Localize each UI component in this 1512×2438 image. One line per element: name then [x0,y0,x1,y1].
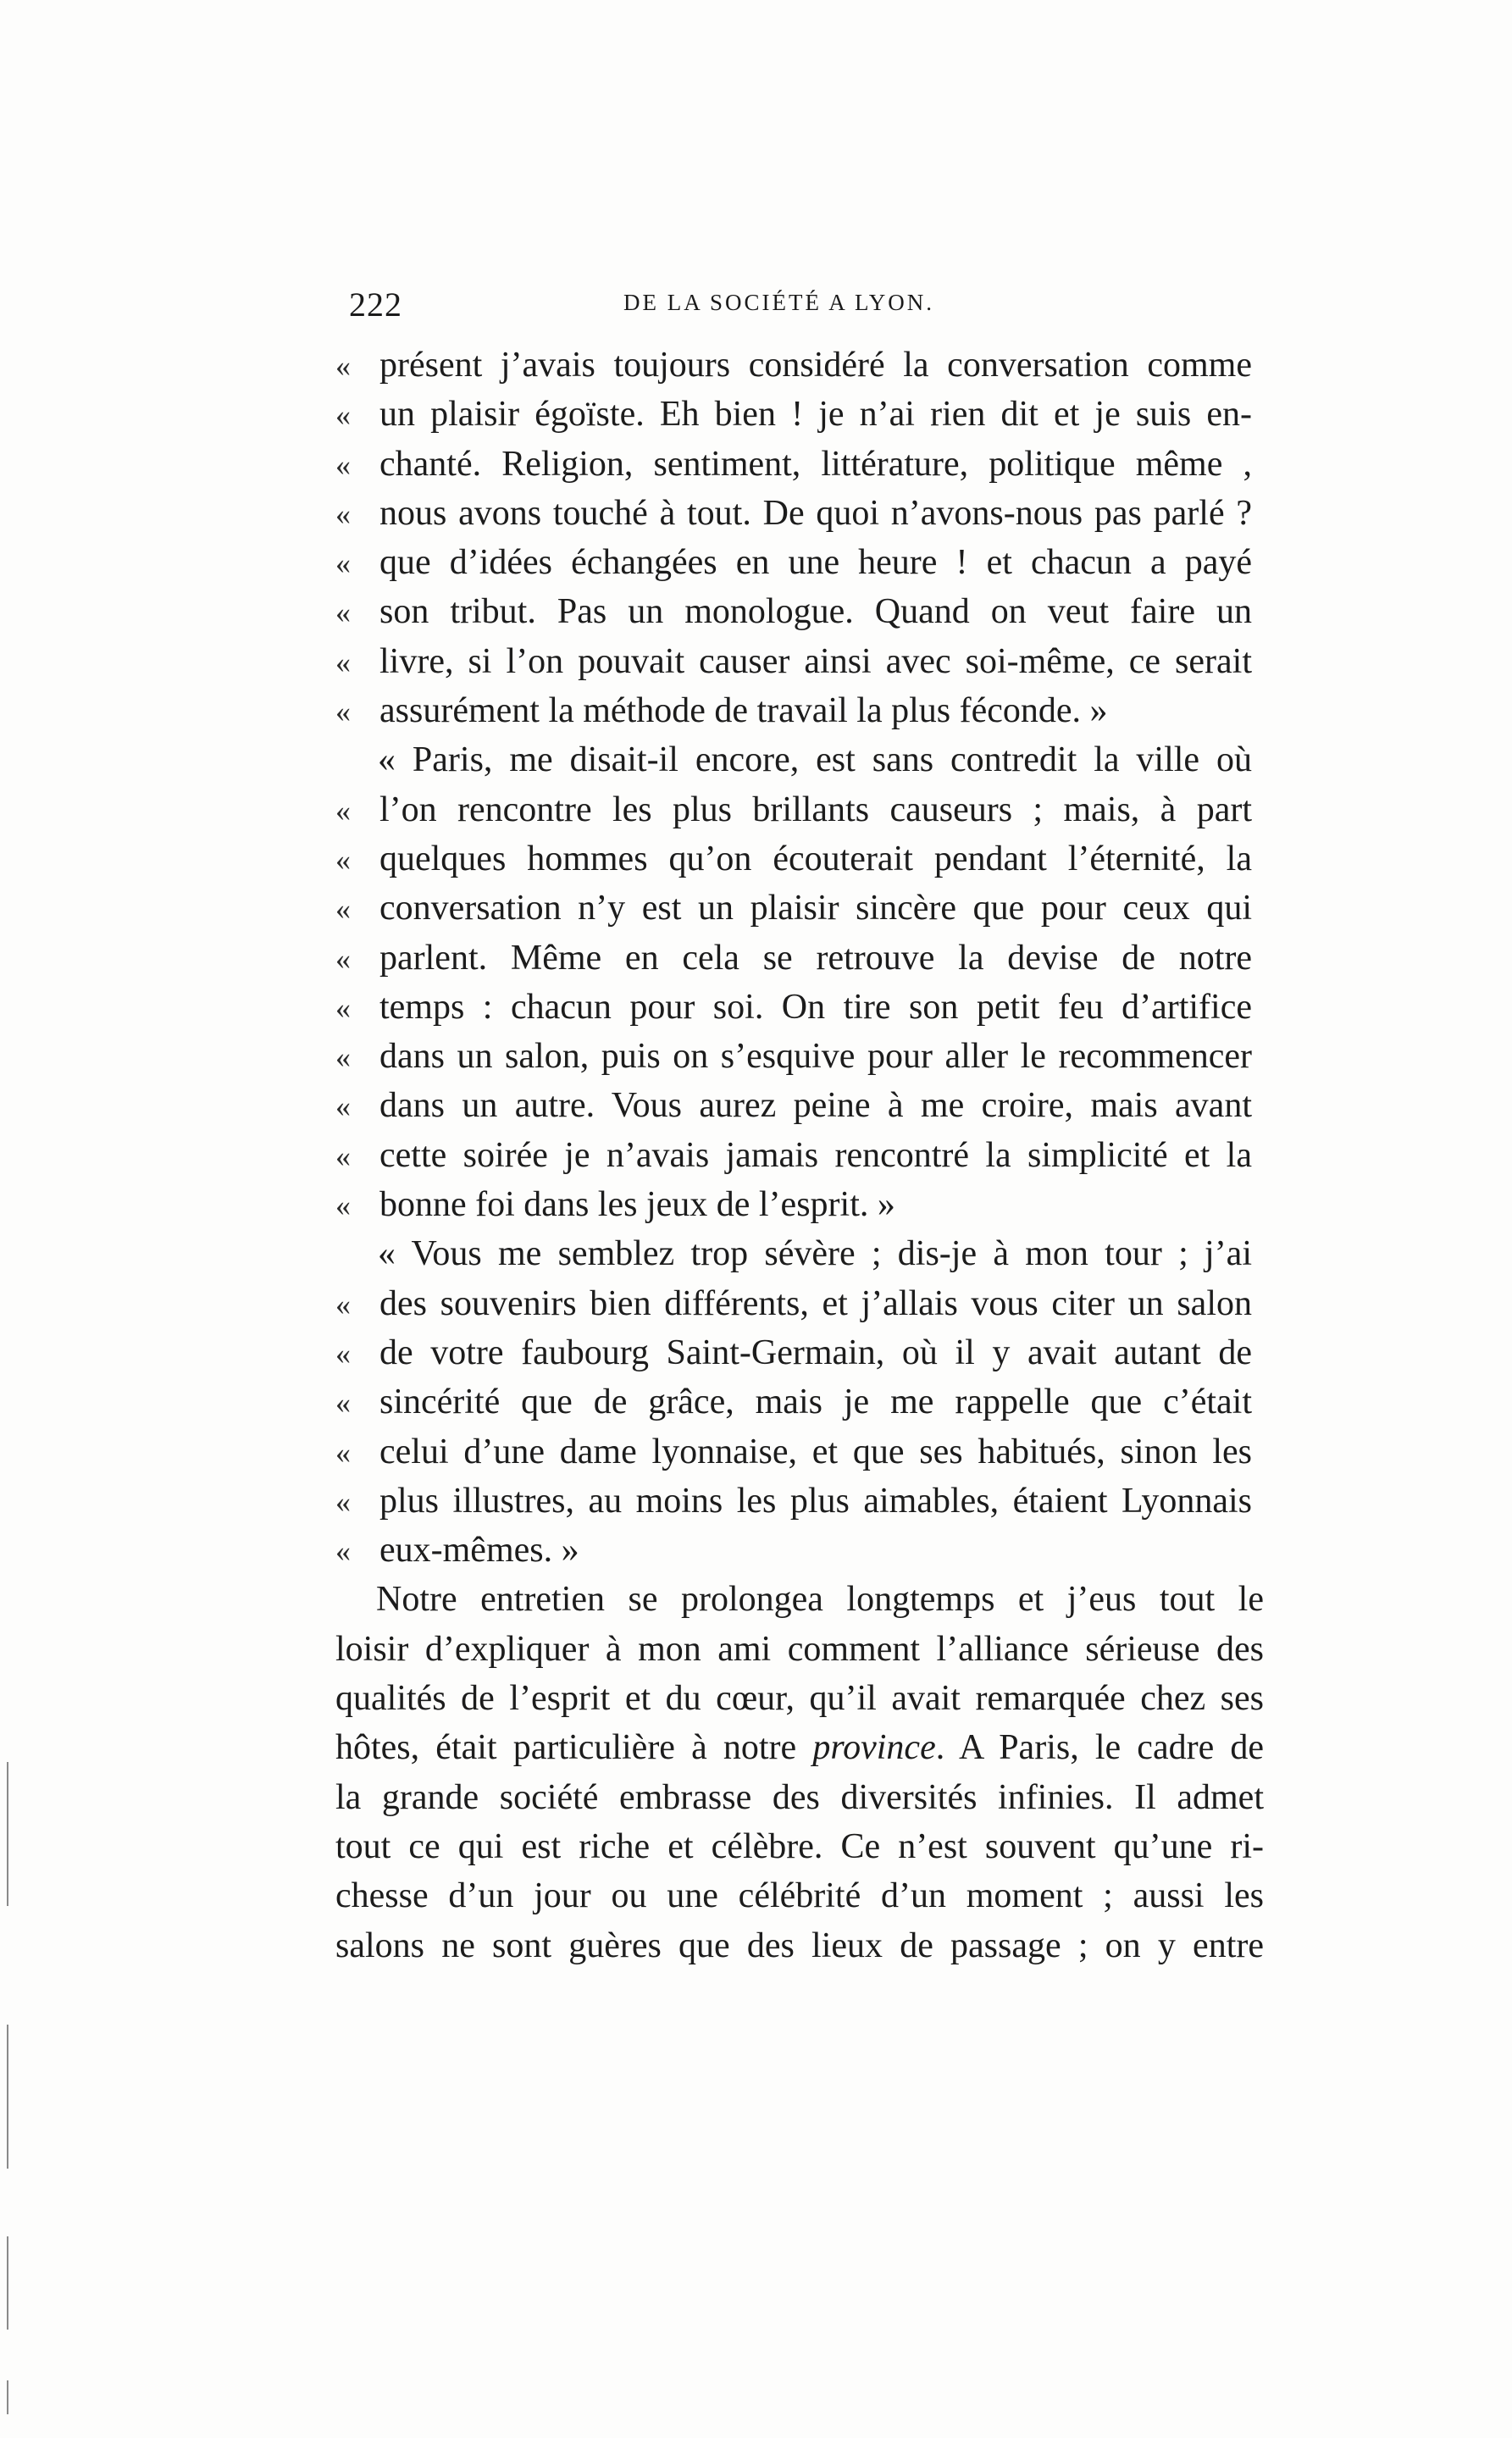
text-line [335,341,1267,390]
guillemet-mark: « [335,496,351,531]
text-line [335,1229,1267,1278]
guillemet-mark: « [335,892,351,927]
line-text: des souvenirs bien différents, et j’allais vous citer un salon [379,1283,1252,1323]
line-text: eux-mêmes. » [379,1531,579,1571]
guillemet-mark: « [335,1189,351,1223]
text-line [335,983,1267,1032]
text-line [335,1032,1267,1081]
line-text: chesse d’un jour ou une célébrité d’un moment ; aussi les [335,1876,1264,1916]
line-text: plus illustres, au moins les plus aimables, étaient Lyonnais [379,1481,1252,1521]
guillemet-mark: « [335,596,351,630]
line-text: son tribut. Pas un monologue. Quand on veut faire un [379,592,1252,632]
line-text: l’on rencontre les plus brillants causeurs ; mais, à part [379,790,1252,829]
line-text: dans un salon, puis on s’esquive pour aller le recommencer [379,1037,1252,1077]
line-text: « Paris, me disait-il encore, est sans contredit la ville où [378,740,1252,780]
guillemet-mark: « [335,398,351,433]
text-line [335,1871,1267,1920]
line-text: la grande société embrasse des diversités infinies. Il admet [335,1777,1264,1817]
page-number: 222 [349,285,402,324]
guillemet-mark: « [335,349,351,383]
line-text: temps : chacun pour soi. On tire son petit feu d’artifice [379,987,1252,1027]
guillemet-mark: « [335,941,351,976]
page-header [349,285,1264,335]
line-text: cette soirée je n’avais jamais rencontré la simplicité et la [379,1135,1252,1175]
guillemet-mark: « [335,1336,351,1371]
running-title: DE LA SOCIÉTÉ A LYON. [623,290,935,315]
line-text: bonne foi dans les jeux de l’esprit. » [379,1185,895,1225]
italic-word: province [812,1728,936,1768]
body-text [335,341,1267,1970]
scan-margin-mark [7,2025,8,2169]
scan-margin-mark [7,2236,8,2330]
guillemet-mark: « [335,695,351,729]
text-line [335,1477,1267,1526]
guillemet-mark: « [335,842,351,877]
guillemet-mark: « [335,1435,351,1470]
guillemet-mark: « [335,793,351,828]
scan-margin-mark [7,1762,8,1906]
text-line [335,637,1267,686]
text-line [335,489,1267,538]
line-text: loisir d’expliquer à mon ami comment l’alliance sérieuse des [335,1629,1264,1669]
guillemet-mark: « [335,1139,351,1173]
guillemet-mark: « [335,1287,351,1322]
text-line [335,735,1267,784]
text-line [335,440,1267,489]
line-text: chanté. Religion, sentiment, littérature, politique même , [379,444,1252,484]
line-text: assurément la méthode de travail la plus féconde. » [379,691,1108,731]
line-text: qualités de l’esprit et du cœur, qu’il avait remarquée chez ses [335,1679,1264,1719]
text-line [335,1131,1267,1180]
line-text: conversation n’y est un plaisir sincère que pour ceux qui [379,889,1252,928]
text-line [335,1328,1267,1377]
text-line [335,390,1267,439]
text-line [335,1377,1267,1427]
line-text: de votre faubourg Saint-Germain, où il y avait autant de [379,1333,1252,1372]
line-text-part: . A Paris, le cadre de [935,1728,1264,1768]
text-line [335,785,1267,834]
scan-margin-mark [7,2380,8,2414]
line-text: Notre entretien se prolongea longtemps et j’eus tout le [376,1580,1264,1620]
line-text: quelques hommes qu’on écouterait pendant l’éternité, la [379,839,1252,878]
guillemet-mark: « [335,1484,351,1519]
text-line [335,934,1267,983]
line-text: celui d’une dame lyonnaise, et que ses habitués, sinon les [379,1432,1252,1471]
text-line [335,587,1267,636]
guillemet-mark: « [335,645,351,679]
guillemet-mark: « [335,990,351,1025]
text-line [335,834,1267,884]
line-text: « Vous me semblez trop sévère ; dis-je à mon tour ; j’ai [378,1234,1252,1274]
line-text: tout ce qui est riche et célèbre. Ce n’est souvent qu’une ri- [335,1826,1264,1866]
text-line [335,1081,1267,1130]
text-line [335,538,1267,587]
line-text: sincérité que de grâce, mais je me rappelle que c’était [379,1382,1252,1422]
line-text: présent j’avais toujours considéré la conversation comme [379,346,1252,385]
text-line [335,1427,1267,1477]
text-line [335,686,1267,735]
text-line [335,1822,1267,1871]
line-text: nous avons touché à tout. De quoi n’avons-nous pas parlé ? [379,493,1252,533]
guillemet-mark: « [335,1089,351,1124]
text-line [335,1575,1267,1624]
text-line [335,1526,1267,1575]
guillemet-mark: « [335,1386,351,1421]
line-text: parlent. Même en cela se retrouve la devise de notre [379,938,1252,978]
text-line [335,1625,1267,1674]
line-text: salons ne sont guères que des lieux de passage ; on y entre [335,1925,1264,1965]
text-line [335,1279,1267,1328]
guillemet-mark: « [335,546,351,581]
line-text: un plaisir égoïste. Eh bien ! je n’ai rien dit et je suis en- [379,395,1252,435]
text-line [335,1773,1267,1822]
line-text: que d’idées échangées en une heure ! et chacun a payé [379,543,1252,583]
line-text [335,1723,1264,1772]
line-text-part: hôtes, était particulière à notre [335,1728,813,1768]
guillemet-mark: « [335,1534,351,1569]
guillemet-mark: « [335,1040,351,1075]
text-line [335,884,1267,933]
text-line [335,1723,1267,1772]
text-line [335,1674,1267,1723]
text-line [335,1921,1267,1970]
line-text: livre, si l’on pouvait causer ainsi avec soi-même, ce serait [379,641,1252,681]
text-line [335,1180,1267,1229]
line-text: dans un autre. Vous aurez peine à me croire, mais avant [379,1086,1252,1126]
guillemet-mark: « [335,447,351,482]
